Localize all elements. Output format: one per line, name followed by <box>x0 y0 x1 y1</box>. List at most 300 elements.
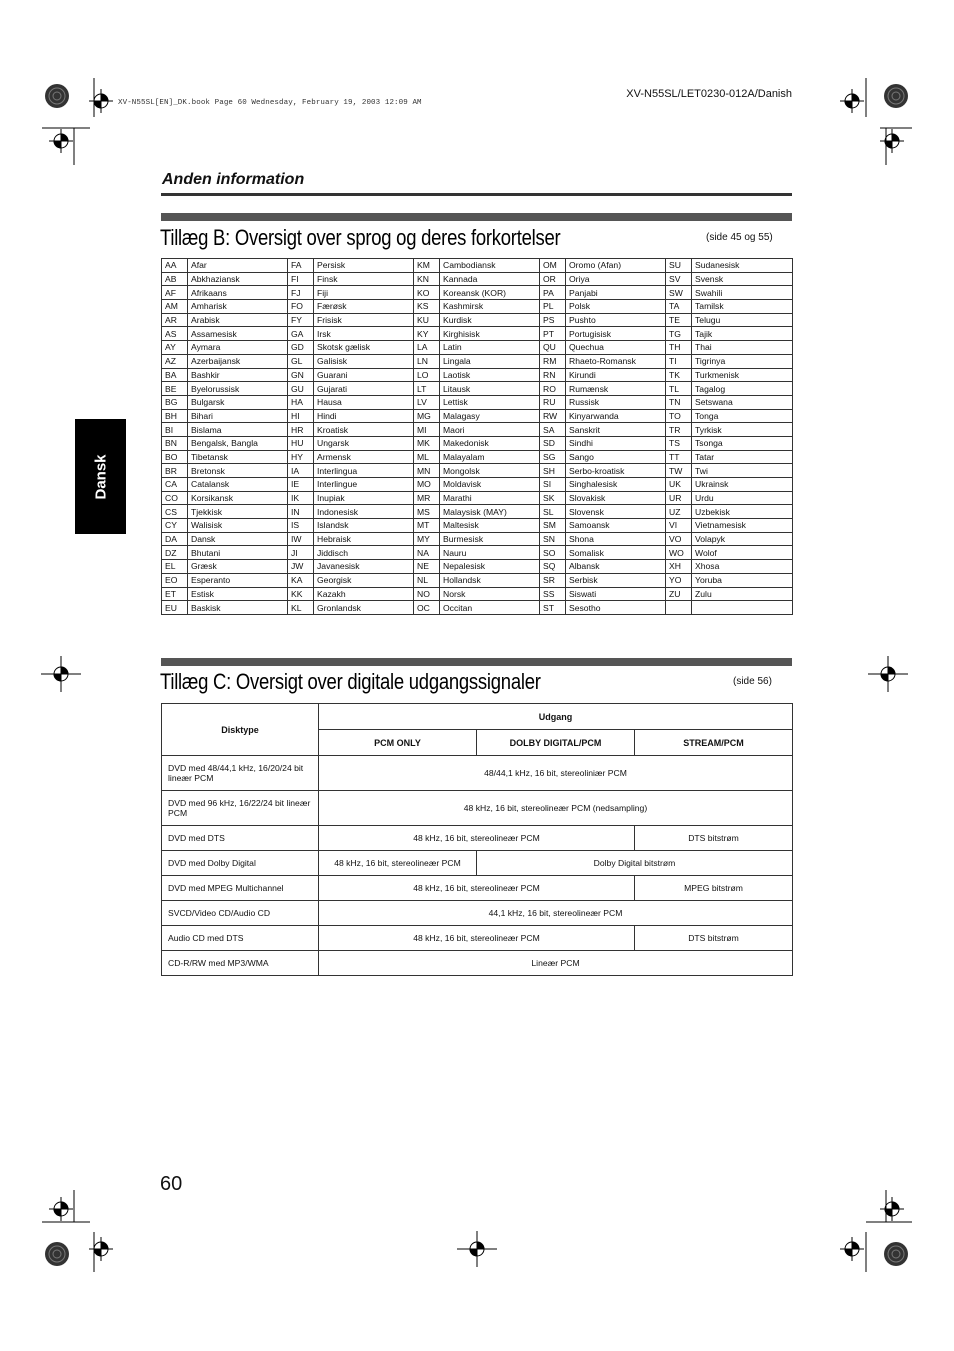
language-name: Polsk <box>566 300 666 314</box>
language-code: SD <box>540 436 566 450</box>
language-name: Vietnamesisk <box>692 519 793 533</box>
language-code: IA <box>288 464 314 478</box>
language-name: Bihari <box>188 409 288 423</box>
language-name: Skotsk gælisk <box>314 341 414 355</box>
table-row <box>162 423 793 437</box>
language-name: Oromo (Afan) <box>566 259 666 273</box>
language-code: ET <box>162 587 188 601</box>
language-code: KA <box>288 573 314 587</box>
language-name: Galisisk <box>314 354 414 368</box>
output-cell: MPEG bitstrøm <box>635 876 793 901</box>
language-name: Makedonisk <box>440 436 540 450</box>
language-code: MS <box>414 505 440 519</box>
language-name: Tigrinya <box>692 354 793 368</box>
language-code: GU <box>288 382 314 396</box>
disktype-cell: CD-R/RW med MP3/WMA <box>162 951 319 976</box>
language-code: RW <box>540 409 566 423</box>
language-code: NE <box>414 560 440 574</box>
language-code: UR <box>666 491 692 505</box>
language-name: Bislama <box>188 423 288 437</box>
language-code: RU <box>540 395 566 409</box>
language-name: Uzbekisk <box>692 505 793 519</box>
language-name: Tatar <box>692 450 793 464</box>
language-name: Catalansk <box>188 478 288 492</box>
language-name: Nauru <box>440 546 540 560</box>
language-name: Sango <box>566 450 666 464</box>
language-name: Marathi <box>440 491 540 505</box>
language-code: FY <box>288 313 314 327</box>
language-name: Hausa <box>314 395 414 409</box>
language-code: SA <box>540 423 566 437</box>
language-name: Kashmirsk <box>440 300 540 314</box>
language-name: Rumænsk <box>566 382 666 396</box>
language-code: RN <box>540 368 566 382</box>
language-code: BN <box>162 436 188 450</box>
language-code: VI <box>666 519 692 533</box>
language-name: Occitan <box>440 601 540 615</box>
language-name: Færøsk <box>314 300 414 314</box>
language-code: MO <box>414 478 440 492</box>
language-name: Slovensk <box>566 505 666 519</box>
header-disktype: Disktype <box>162 704 319 756</box>
language-name: Tibetansk <box>188 450 288 464</box>
table-row <box>162 300 793 314</box>
language-code: ML <box>414 450 440 464</box>
language-code: GD <box>288 341 314 355</box>
language-code: SU <box>666 259 692 273</box>
language-code: LT <box>414 382 440 396</box>
language-code: IK <box>288 491 314 505</box>
language-name: Kirundi <box>566 368 666 382</box>
language-code: SL <box>540 505 566 519</box>
language-name: Kazakh <box>314 587 414 601</box>
table-row <box>162 532 793 546</box>
language-code: TK <box>666 368 692 382</box>
table-row <box>162 313 793 327</box>
language-name: Pushto <box>566 313 666 327</box>
language-name: Bulgarsk <box>188 395 288 409</box>
language-name: Panjabi <box>566 286 666 300</box>
language-name: Ungarsk <box>314 436 414 450</box>
language-code: EO <box>162 573 188 587</box>
language-code: LN <box>414 354 440 368</box>
output-cell: 44,1 kHz, 16 bit, stereolineær PCM <box>319 901 793 926</box>
language-code-table <box>161 258 793 615</box>
language-name: Bengalsk, Bangla <box>188 436 288 450</box>
language-code: BO <box>162 450 188 464</box>
language-name: Russisk <box>566 395 666 409</box>
language-name: Jiddisch <box>314 546 414 560</box>
output-cell: 48 kHz, 16 bit, stereolineær PCM <box>319 826 635 851</box>
language-code: BE <box>162 382 188 396</box>
language-name: Laotisk <box>440 368 540 382</box>
language-code: MG <box>414 409 440 423</box>
language-code: AB <box>162 272 188 286</box>
language-name: Tyrkisk <box>692 423 793 437</box>
language-code: SM <box>540 519 566 533</box>
output-cell: 48 kHz, 16 bit, stereolineær PCM <box>319 876 635 901</box>
language-code: GA <box>288 327 314 341</box>
language-code: KM <box>414 259 440 273</box>
appendix-b-bar <box>161 213 792 221</box>
language-code: FJ <box>288 286 314 300</box>
language-code: MT <box>414 519 440 533</box>
table-row <box>162 327 793 341</box>
language-name: Islandsk <box>314 519 414 533</box>
language-code: NL <box>414 573 440 587</box>
language-name: Sanskrit <box>566 423 666 437</box>
table-row <box>162 587 793 601</box>
section-rule <box>161 193 792 196</box>
language-name: Serbisk <box>566 573 666 587</box>
language-code: HI <box>288 409 314 423</box>
language-code: PA <box>540 286 566 300</box>
language-code: KS <box>414 300 440 314</box>
output-cell: DTS bitstrøm <box>635 826 793 851</box>
language-name: Twi <box>692 464 793 478</box>
table-row <box>162 546 793 560</box>
language-name: Assamesisk <box>188 327 288 341</box>
language-name: Tamilsk <box>692 300 793 314</box>
language-name: Persisk <box>314 259 414 273</box>
language-name: Indonesisk <box>314 505 414 519</box>
language-code: DZ <box>162 546 188 560</box>
language-code: IW <box>288 532 314 546</box>
language-code: PT <box>540 327 566 341</box>
language-name: Wolof <box>692 546 793 560</box>
language-code: SR <box>540 573 566 587</box>
table-row <box>162 395 793 409</box>
language-name: Afrikaans <box>188 286 288 300</box>
language-name: Tajik <box>692 327 793 341</box>
language-code: SK <box>540 491 566 505</box>
language-code: BI <box>162 423 188 437</box>
language-code: AR <box>162 313 188 327</box>
language-name: Cambodiansk <box>440 259 540 273</box>
language-name: Sesotho <box>566 601 666 615</box>
language-name: Tagalog <box>692 382 793 396</box>
language-code: EU <box>162 601 188 615</box>
language-name: Litausk <box>440 382 540 396</box>
language-name: Græsk <box>188 560 288 574</box>
language-name: Norsk <box>440 587 540 601</box>
language-code: AM <box>162 300 188 314</box>
language-code: TW <box>666 464 692 478</box>
output-cell: 48/44,1 kHz, 16 bit, stereoliniær PCM <box>319 756 793 791</box>
section-title: Anden information <box>162 171 305 188</box>
language-code: NA <box>414 546 440 560</box>
language-name: Latin <box>440 341 540 355</box>
language-code: CS <box>162 505 188 519</box>
language-name: Swahili <box>692 286 793 300</box>
table-row <box>162 259 793 273</box>
language-name: Abkhaziansk <box>188 272 288 286</box>
language-name: Estisk <box>188 587 288 601</box>
output-cell: 48 kHz, 16 bit, stereolineær PCM <box>319 926 635 951</box>
language-name: Telugu <box>692 313 793 327</box>
language-code: EL <box>162 560 188 574</box>
language-name: Svensk <box>692 272 793 286</box>
language-code: FO <box>288 300 314 314</box>
language-name: Mongolsk <box>440 464 540 478</box>
language-name: Fiji <box>314 286 414 300</box>
language-code: LV <box>414 395 440 409</box>
language-code: TA <box>666 300 692 314</box>
language-name: Dansk <box>188 532 288 546</box>
language-code: OC <box>414 601 440 615</box>
output-cell: DTS bitstrøm <box>635 926 793 951</box>
language-code: TS <box>666 436 692 450</box>
language-name: Maltesisk <box>440 519 540 533</box>
language-name: Kannada <box>440 272 540 286</box>
language-name: Walisisk <box>188 519 288 533</box>
language-code: RO <box>540 382 566 396</box>
language-name: Amharisk <box>188 300 288 314</box>
table-row <box>162 876 793 901</box>
language-code: IE <box>288 478 314 492</box>
table-row <box>162 926 793 951</box>
appendix-c-bar <box>161 658 792 666</box>
language-name: Quechua <box>566 341 666 355</box>
side-tab-label: Dansk <box>92 453 109 500</box>
disktype-cell: DVD med MPEG Multichannel <box>162 876 319 901</box>
table-row <box>162 436 793 450</box>
language-name: Byelorussisk <box>188 382 288 396</box>
language-name: Kurdisk <box>440 313 540 327</box>
table-row <box>162 901 793 926</box>
language-side-tab <box>75 419 126 534</box>
table-row <box>162 409 793 423</box>
output-cell: 48 kHz, 16 bit, stereolineær PCM (nedsampling) <box>319 791 793 826</box>
language-code: BG <box>162 395 188 409</box>
appendix-b-page-ref: (side 45 og 55) <box>706 232 773 243</box>
language-name: Setswana <box>692 395 793 409</box>
language-code: OM <box>540 259 566 273</box>
language-code: WO <box>666 546 692 560</box>
language-code: YO <box>666 573 692 587</box>
language-code: ZU <box>666 587 692 601</box>
language-code: AY <box>162 341 188 355</box>
page-number: 60 <box>160 1173 183 1195</box>
language-name: Kroatisk <box>314 423 414 437</box>
table-row <box>162 450 793 464</box>
header-pcm-only: PCM ONLY <box>319 730 477 756</box>
table-row <box>162 464 793 478</box>
language-name: Koreansk (KOR) <box>440 286 540 300</box>
language-code: TH <box>666 341 692 355</box>
language-code: CY <box>162 519 188 533</box>
language-code: SO <box>540 546 566 560</box>
language-name: Kirghisisk <box>440 327 540 341</box>
language-code: PS <box>540 313 566 327</box>
language-code: KN <box>414 272 440 286</box>
language-name: Finsk <box>314 272 414 286</box>
language-name: Xhosa <box>692 560 793 574</box>
language-code: SS <box>540 587 566 601</box>
language-name: Interlingue <box>314 478 414 492</box>
language-name: Urdu <box>692 491 793 505</box>
language-name: Afar <box>188 259 288 273</box>
language-code: RM <box>540 354 566 368</box>
language-code: TT <box>666 450 692 464</box>
language-name: Shona <box>566 532 666 546</box>
language-name: Lettisk <box>440 395 540 409</box>
table-row <box>162 601 793 615</box>
output-cell: Dolby Digital bitstrøm <box>477 851 793 876</box>
table-row <box>162 951 793 976</box>
language-code: IS <box>288 519 314 533</box>
language-name: Interlingua <box>314 464 414 478</box>
language-code: SI <box>540 478 566 492</box>
language-name: Somalisk <box>566 546 666 560</box>
language-name: Hebraisk <box>314 532 414 546</box>
language-code: HA <box>288 395 314 409</box>
header-udgang: Udgang <box>319 704 793 730</box>
language-name: Kinyarwanda <box>566 409 666 423</box>
language-code: MR <box>414 491 440 505</box>
language-name: Siswati <box>566 587 666 601</box>
header-stream-pcm: STREAM/PCM <box>635 730 793 756</box>
appendix-c-page-ref: (side 56) <box>733 676 772 687</box>
language-code: LA <box>414 341 440 355</box>
language-code: CA <box>162 478 188 492</box>
language-code: AF <box>162 286 188 300</box>
language-code: MY <box>414 532 440 546</box>
language-code: XH <box>666 560 692 574</box>
language-name: Bretonsk <box>188 464 288 478</box>
language-code: OR <box>540 272 566 286</box>
language-code: LO <box>414 368 440 382</box>
language-code: HU <box>288 436 314 450</box>
language-code: IN <box>288 505 314 519</box>
language-name: Yoruba <box>692 573 793 587</box>
language-code: TG <box>666 327 692 341</box>
language-code: NO <box>414 587 440 601</box>
language-code <box>666 601 692 615</box>
language-code: KK <box>288 587 314 601</box>
language-name: Inupiak <box>314 491 414 505</box>
language-name: Hollandsk <box>440 573 540 587</box>
language-code: SN <box>540 532 566 546</box>
table-row <box>162 272 793 286</box>
language-name: Oriya <box>566 272 666 286</box>
disktype-cell: DVD med 96 kHz, 16/22/24 bit lineær PCM <box>162 791 319 826</box>
language-code: UZ <box>666 505 692 519</box>
language-code: CO <box>162 491 188 505</box>
table-row <box>162 354 793 368</box>
language-code: AZ <box>162 354 188 368</box>
output-cell: Lineær PCM <box>319 951 793 976</box>
digital-output-table <box>161 703 793 976</box>
disktype-cell: SVCD/Video CD/Audio CD <box>162 901 319 926</box>
language-code: HR <box>288 423 314 437</box>
language-name: Turkmenisk <box>692 368 793 382</box>
language-name: Georgisk <box>314 573 414 587</box>
language-code: SG <box>540 450 566 464</box>
language-code: QU <box>540 341 566 355</box>
language-code: BH <box>162 409 188 423</box>
language-code: SV <box>666 272 692 286</box>
table-row <box>162 341 793 355</box>
language-code: ST <box>540 601 566 615</box>
language-code: KY <box>414 327 440 341</box>
language-code: SW <box>666 286 692 300</box>
language-code: GN <box>288 368 314 382</box>
book-file-line: XV-N55SL[EN]_DK.book Page 60 Wednesday, February 19, 2003 12:09 AM <box>118 99 422 107</box>
language-code: KO <box>414 286 440 300</box>
table-row <box>162 478 793 492</box>
language-code-rows <box>162 259 793 615</box>
language-name: Armensk <box>314 450 414 464</box>
language-name: Malagasy <box>440 409 540 423</box>
language-code: TI <box>666 354 692 368</box>
language-code: TE <box>666 313 692 327</box>
language-name: Aymara <box>188 341 288 355</box>
language-code: GL <box>288 354 314 368</box>
language-name: Arabisk <box>188 313 288 327</box>
language-name: Tjekkisk <box>188 505 288 519</box>
model-number: XV-N55SL/LET0230-012A/Danish <box>626 88 792 100</box>
language-code: PL <box>540 300 566 314</box>
table-row <box>162 851 793 876</box>
language-code: TO <box>666 409 692 423</box>
language-code: MK <box>414 436 440 450</box>
table-row <box>162 382 793 396</box>
language-name: Serbo-kroatisk <box>566 464 666 478</box>
language-name: Tsonga <box>692 436 793 450</box>
table-row <box>162 826 793 851</box>
language-code: SH <box>540 464 566 478</box>
language-code: KU <box>414 313 440 327</box>
language-name: Azerbaijansk <box>188 354 288 368</box>
language-name <box>692 601 793 615</box>
language-name: Lingala <box>440 354 540 368</box>
language-code: TL <box>666 382 692 396</box>
language-code: JW <box>288 560 314 574</box>
language-code: AA <box>162 259 188 273</box>
language-name: Irsk <box>314 327 414 341</box>
language-code: UK <box>666 478 692 492</box>
language-name: Malayalam <box>440 450 540 464</box>
appendix-c-title: Tillæg C: Oversigt over digitale udgangssignaler <box>160 669 541 694</box>
language-code: TR <box>666 423 692 437</box>
table-row <box>162 519 793 533</box>
language-code: SQ <box>540 560 566 574</box>
language-name: Slovakisk <box>566 491 666 505</box>
language-name: Samoansk <box>566 519 666 533</box>
language-name: Sindhi <box>566 436 666 450</box>
language-name: Guarani <box>314 368 414 382</box>
language-name: Nepalesisk <box>440 560 540 574</box>
table-row <box>162 505 793 519</box>
header-dolby-digital-pcm: DOLBY DIGITAL/PCM <box>477 730 635 756</box>
language-name: Korsikansk <box>188 491 288 505</box>
language-name: Bhutani <box>188 546 288 560</box>
language-name: Portugisisk <box>566 327 666 341</box>
language-name: Javanesisk <box>314 560 414 574</box>
language-code: HY <box>288 450 314 464</box>
table-row <box>162 368 793 382</box>
disktype-cell: DVD med 48/44,1 kHz, 16/20/24 bit lineær PCM <box>162 756 319 791</box>
language-name: Tonga <box>692 409 793 423</box>
table-row <box>162 756 793 791</box>
language-name: Thai <box>692 341 793 355</box>
disktype-cell: DVD med DTS <box>162 826 319 851</box>
language-code: AS <box>162 327 188 341</box>
language-name: Bashkir <box>188 368 288 382</box>
language-code: DA <box>162 532 188 546</box>
language-code: JI <box>288 546 314 560</box>
